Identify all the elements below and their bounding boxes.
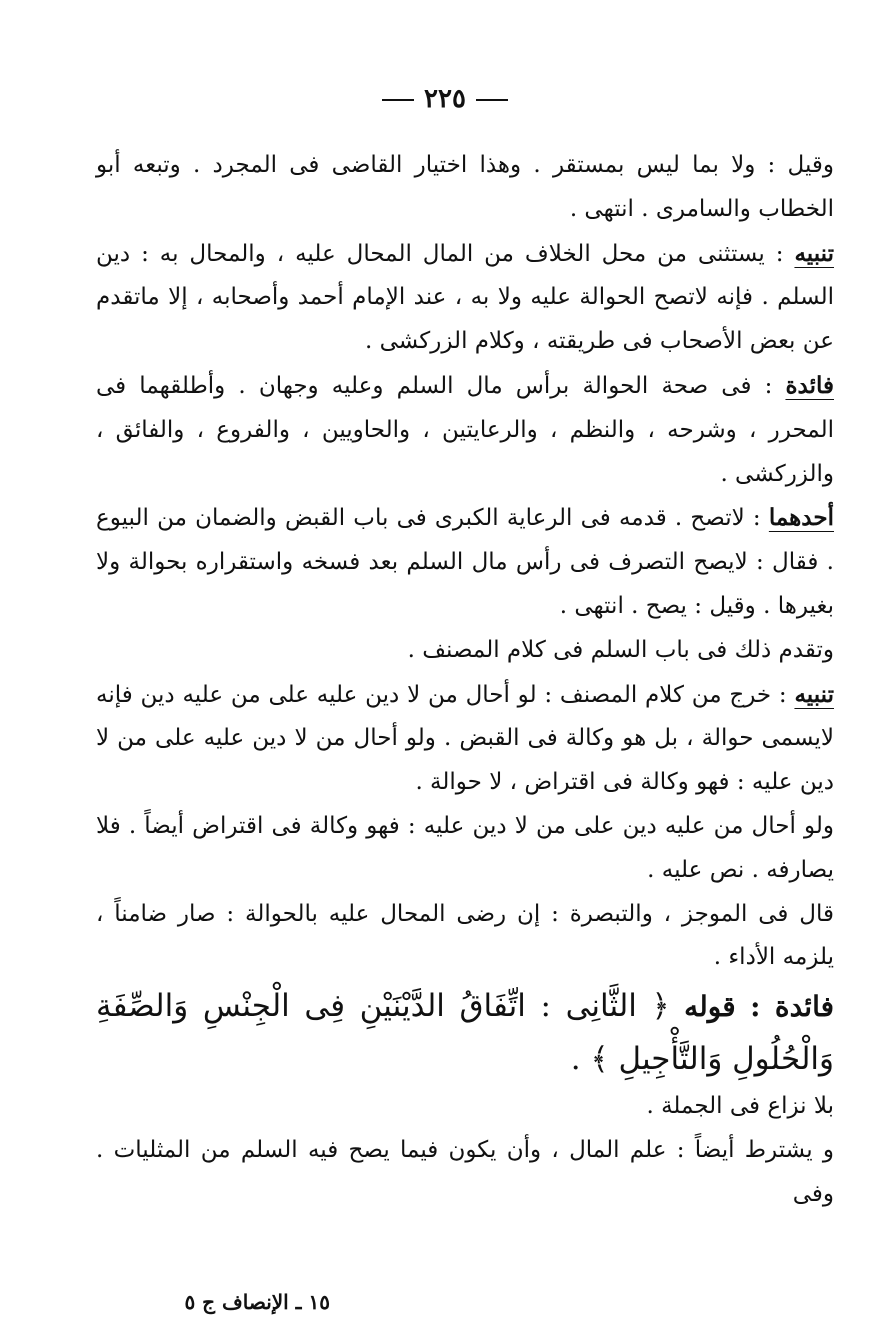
footer-signature: ١٥ ـ الإنصاف ج ٥ [184,1290,330,1314]
paragraph: و يشترط أيضاً : علم المال ، وأن يكون فيما يصح فيه السلم من المثليات . وفى [96,1136,834,1207]
paragraph-label: فائدة [785,371,834,399]
paragraph: وتقدم ذلك فى باب السلم فى كلام المصنف . [407,636,834,663]
paragraph [96,364,834,496]
paragraph: وقيل : ولا بما ليس بمستقر . وهذا اختيار القاضى فى المجرد . وتبعه أبو الخطاب والسامرى . انتهى . [96,152,834,222]
paragraph-label: فائدة [774,990,834,1024]
paragraph-text: : لاتصح . قدمه فى الرعاية الكبرى فى باب القبض والضمان من البيوع . فقال : لايصح التصرف فى رأس مال السلم بعد فسخه واستقراره بحوالة ولا بغيرها . وقيل : يصح . انتهى . [96,505,834,619]
quoted-text-paragraph [96,980,834,1085]
paragraph-text: : يستثنى من محل الخلاف من المال المحال عليه ، والمحال به : دين السلم . فإنه لاتصح الحوالة عليه ولا به ، عند الإمام أحمد وأصحابه ، إلا ماتقدم عن بعض الأصحاب فى طريقته ، وكلام الزركشى . [96,240,834,355]
paragraph [96,673,834,805]
paragraph-label: أحدهما [768,504,834,532]
page-number-text: ٢٢٥ [424,84,466,114]
paragraph-text: : خرج من كلام المصنف : لو أحال من لا دين عليه على من عليه دين فإنه لايسمى حوالة ، بل هو وكالة فى القبض . ولو أحال من لا دين عليه على من لا دين عليه : فهو وكالة فى اقتراض ، لا حوالة . [96,681,834,796]
paragraph: قال فى الموجز ، والتبصرة : إن رضى المحال عليه بالحوالة : صار ضامناً ، يلزمه الأداء . [96,900,834,971]
divider [382,99,414,101]
divider [476,99,508,101]
paragraph [96,232,834,364]
paragraph-label: تنبيه [794,680,834,708]
page-number [0,84,890,114]
paragraph: ولو أحال من عليه دين على من لا دين عليه : فهو وكالة فى اقتراض أيضاً . فلا يصارفه . نص عليه . [96,812,834,883]
paragraph: بلا نزاع فى الجملة . [646,1093,834,1120]
paragraph-text: : فى صحة الحوالة برأس مال السلم وعليه وجهان . وأطلقهما فى المحرر ، وشرحه ، والنظم ، والرعايتين ، والحاويين ، والفروع ، والفائق ، والزركشى . [96,372,834,487]
paragraph-lead: : قوله [669,990,775,1024]
paragraph-label: تنبيه [794,239,834,267]
paragraph [96,496,834,628]
quoted-text: ﴿ الثَّانِى : اتِّفَاقُ الدَّيْنَيْنِ فِى الْجِنْسِ وَالصِّفَةِ وَالْحُلُولِ وَالتَّأْجِيلِ ﴾ [96,988,834,1078]
body-text [96,144,834,1217]
paragraph-end: . [570,1041,591,1078]
